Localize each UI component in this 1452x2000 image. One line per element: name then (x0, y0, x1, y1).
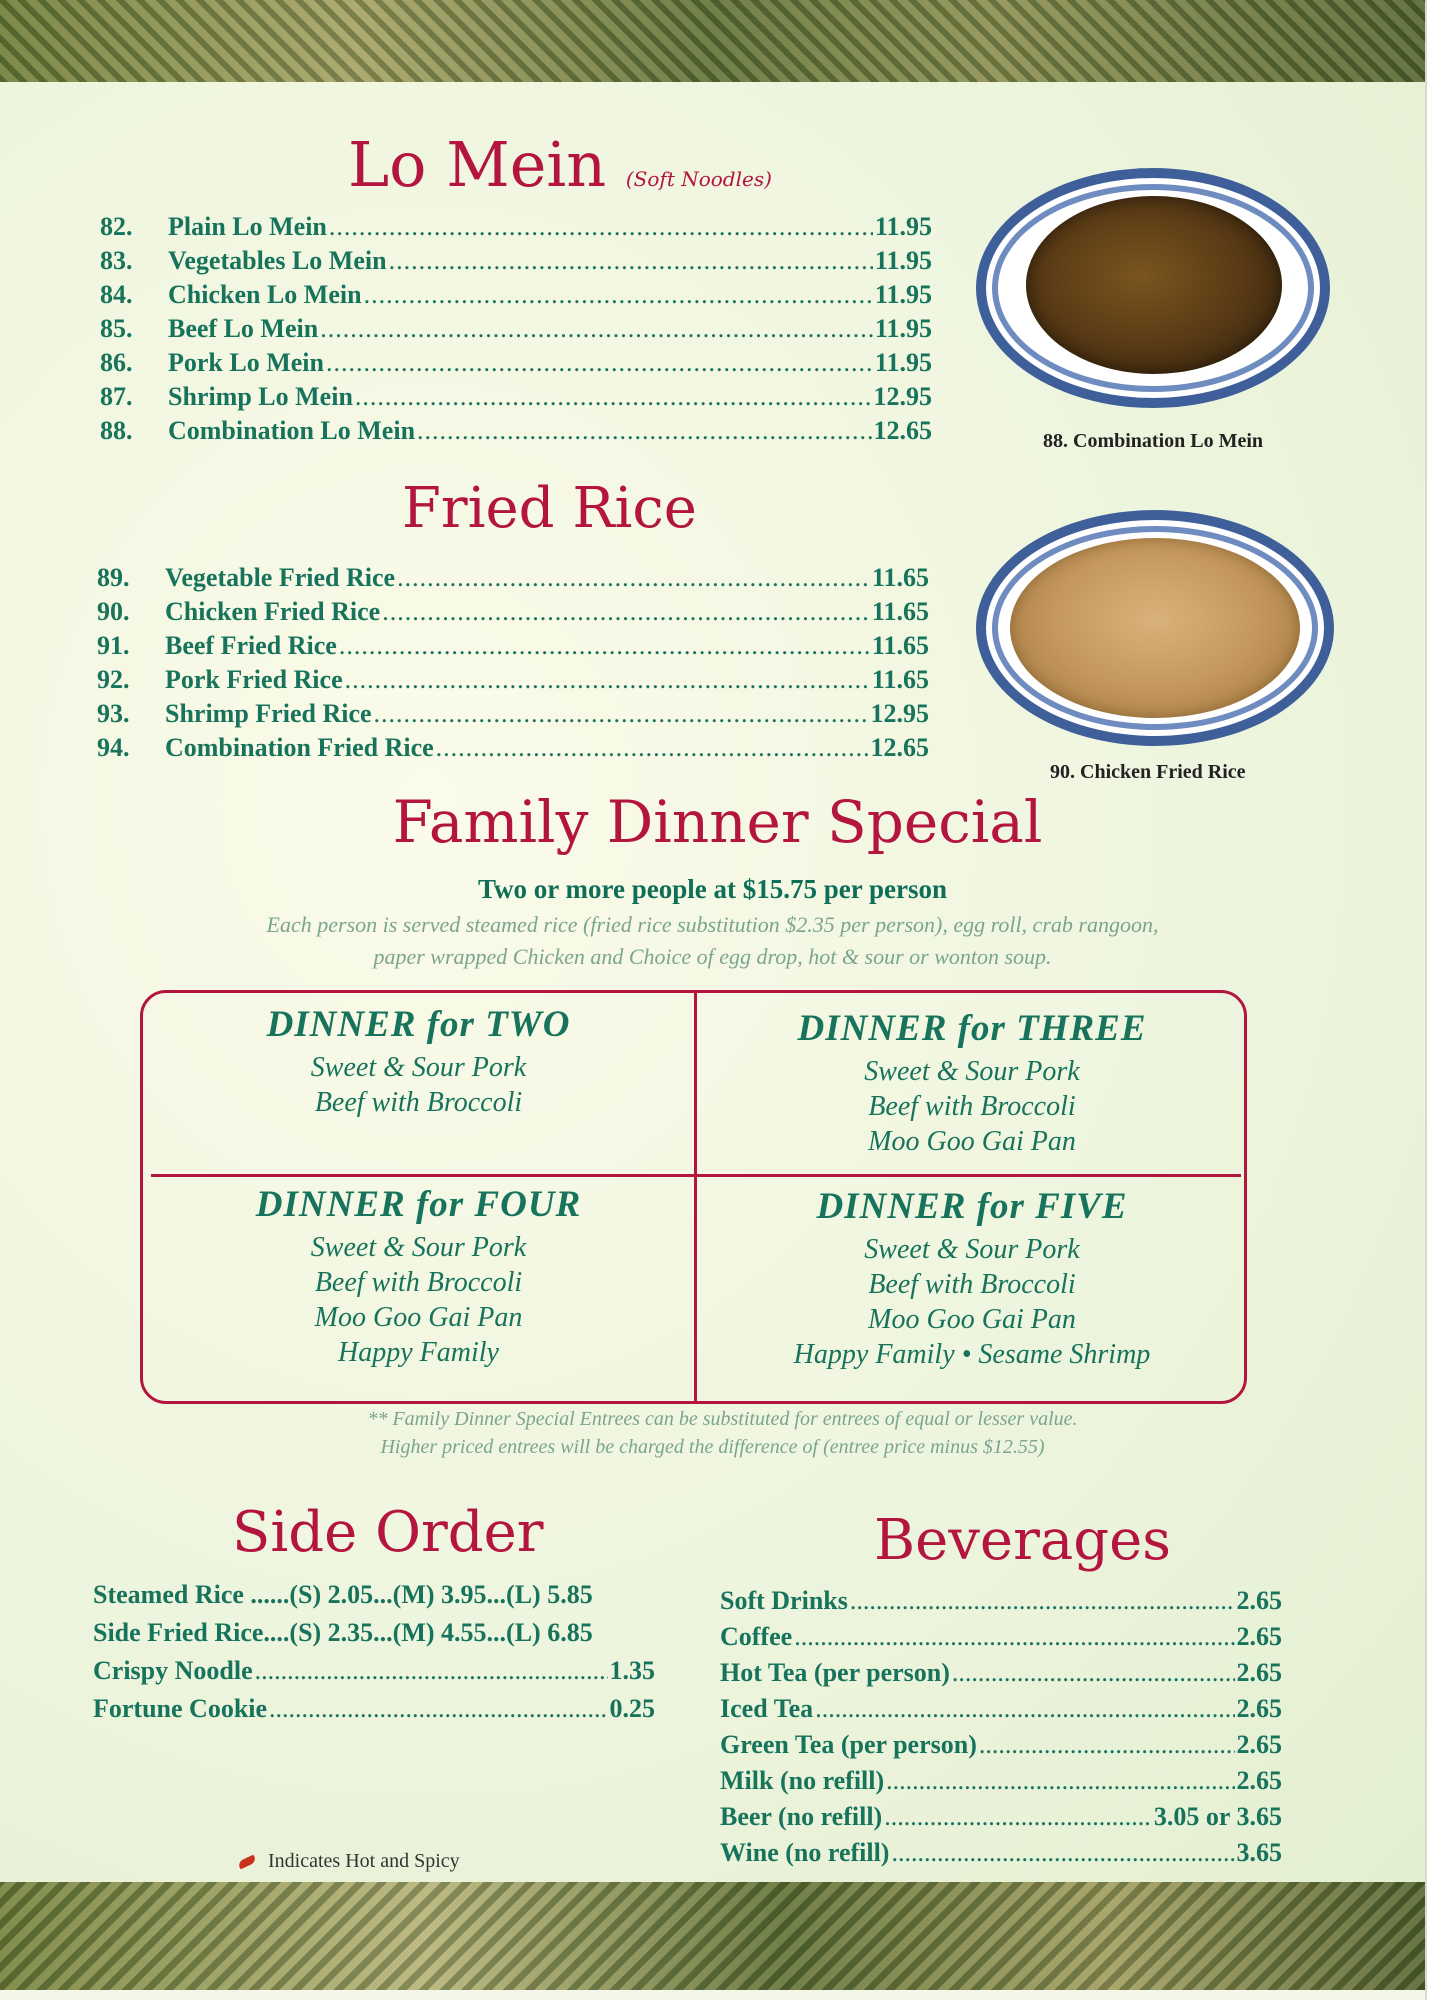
list-item: 93. Shrimp Fried Rice ..... 12.95 (97, 699, 929, 733)
dinner-item: Sweet & Sour Pork (864, 1234, 1080, 1265)
list-item: 86. Pork Lo Mein ..... 11.95 (100, 348, 932, 382)
list-item: 94. Combination Fried Rice ..... 12.65 (97, 733, 929, 767)
fried-rice-list (97, 563, 929, 767)
list-item: Soft Drinks ..... 2.65 (720, 1586, 1282, 1622)
top-decorative-band (0, 0, 1425, 82)
substitution-footnote-2: Higher priced entrees will be charged the difference of (entree price minus $12.55) (380, 1436, 1045, 1458)
lo-mein-photo-caption: 88. Combination Lo Mein (1043, 430, 1264, 452)
substitution-footnote-1: ** Family Dinner Special Entrees can be substituted for entrees of equal or lesser value. (367, 1408, 1078, 1430)
list-item: 85. Beef Lo Mein ..... 11.95 (100, 314, 932, 348)
list-item: Hot Tea (per person) ..... 2.65 (720, 1658, 1282, 1694)
list-item: 90. Chicken Fried Rice ..... 11.65 (97, 597, 929, 631)
list-item: 92. Pork Fried Rice ..... 11.65 (97, 665, 929, 699)
dinner-item: Beef with Broccoli (868, 1269, 1076, 1300)
dinner-for-four (143, 1183, 694, 1370)
dinner-for-two (143, 1003, 694, 1120)
chili-pepper-icon (237, 1855, 257, 1870)
family-dinner-price: Two or more people at $15.75 per person (478, 874, 947, 904)
beverages-title: Beverages (874, 1508, 1171, 1573)
dinner-item: Happy Family • Sesame Shrimp (793, 1339, 1151, 1370)
dinner-item: Moo Goo Gai Pan (868, 1126, 1076, 1157)
list-item: 83. Vegetables Lo Mein ..... 11.95 (100, 246, 932, 280)
side-order-list (93, 1580, 655, 1732)
dinner-item: Happy Family (338, 1337, 499, 1368)
lo-mein-subtitle: (Soft Noodles) (625, 167, 772, 191)
fried-rice-title: Fried Rice (402, 476, 697, 541)
dinner-for-three (697, 1007, 1247, 1159)
hot-spicy-legend: Indicates Hot and Spicy (238, 1850, 460, 1873)
side-order-title: Side Order (232, 1500, 544, 1565)
list-item: Milk (no refill) ..... 2.65 (720, 1766, 1282, 1802)
list-item: Beer (no refill) ..... 3.05 or 3.65 (720, 1802, 1282, 1838)
list-item: Fortune Cookie ..... 0.25 (93, 1694, 655, 1732)
list-item: Iced Tea ..... 2.65 (720, 1694, 1282, 1730)
list-item: Steamed Rice ......(S) 2.05...(M) 3.95...(L) 5.85 (93, 1580, 593, 1609)
dinner-item: Sweet & Sour Pork (864, 1056, 1080, 1087)
family-dinner-note-1: Each person is served steamed rice (fried rice substitution $2.35 per person), egg roll, crab rangoon, (266, 912, 1159, 937)
dinner-title: DINNER for TWO (266, 1004, 571, 1045)
rice-icon (1010, 538, 1300, 718)
dinner-item: Sweet & Sour Pork (310, 1052, 527, 1083)
dinner-item: Moo Goo Gai Pan (314, 1302, 523, 1333)
list-item: 89. Vegetable Fried Rice ..... 11.65 (97, 563, 929, 597)
list-item: 82. Plain Lo Mein ..... 11.95 (100, 212, 932, 246)
box-horizontal-divider (151, 1174, 1241, 1177)
list-item: 88. Combination Lo Mein ..... 12.65 (100, 416, 932, 450)
dinner-item: Sweet & Sour Pork (310, 1232, 527, 1263)
dinner-item: Beef with Broccoli (868, 1091, 1076, 1122)
noodles-icon (1026, 196, 1282, 374)
dinner-item: Beef with Broccoli (314, 1267, 523, 1298)
dinner-title: DINNER for THREE (797, 1008, 1147, 1049)
dinner-title: DINNER for FOUR (255, 1184, 582, 1225)
page-edge (1425, 0, 1452, 2000)
list-item: Coffee ..... 2.65 (720, 1622, 1282, 1658)
list-item: Crispy Noodle ..... 1.35 (93, 1656, 655, 1694)
list-item: 84. Chicken Lo Mein ..... 11.95 (100, 280, 932, 314)
lo-mein-list (100, 212, 932, 450)
family-dinner-note-2: paper wrapped Chicken and Choice of egg drop, hot & sour or wonton soup. (373, 944, 1052, 969)
list-item: Green Tea (per person) ..... 2.65 (720, 1730, 1282, 1766)
dinner-item: Beef with Broccoli (314, 1087, 523, 1118)
dinner-title: DINNER for FIVE (816, 1186, 1128, 1227)
family-dinner-title: Family Dinner Special (392, 788, 1043, 856)
lo-mein-title: Lo Mein (Soft Noodles) (348, 128, 772, 201)
dinner-for-five (697, 1185, 1247, 1372)
list-item: 91. Beef Fried Rice ..... 11.65 (97, 631, 929, 665)
fried-rice-photo-caption: 90. Chicken Fried Rice (1050, 761, 1246, 783)
dinner-options-box (140, 990, 1247, 1404)
list-item: Side Fried Rice....(S) 2.35...(M) 4.55...(L) 6.85 (93, 1618, 593, 1647)
dinner-item: Moo Goo Gai Pan (868, 1304, 1076, 1335)
beverages-list (720, 1586, 1282, 1874)
bottom-decorative-band (0, 1882, 1425, 1990)
list-item: 87. Shrimp Lo Mein ..... 12.95 (100, 382, 932, 416)
list-item: Wine (no refill) ..... 3.65 (720, 1838, 1282, 1874)
